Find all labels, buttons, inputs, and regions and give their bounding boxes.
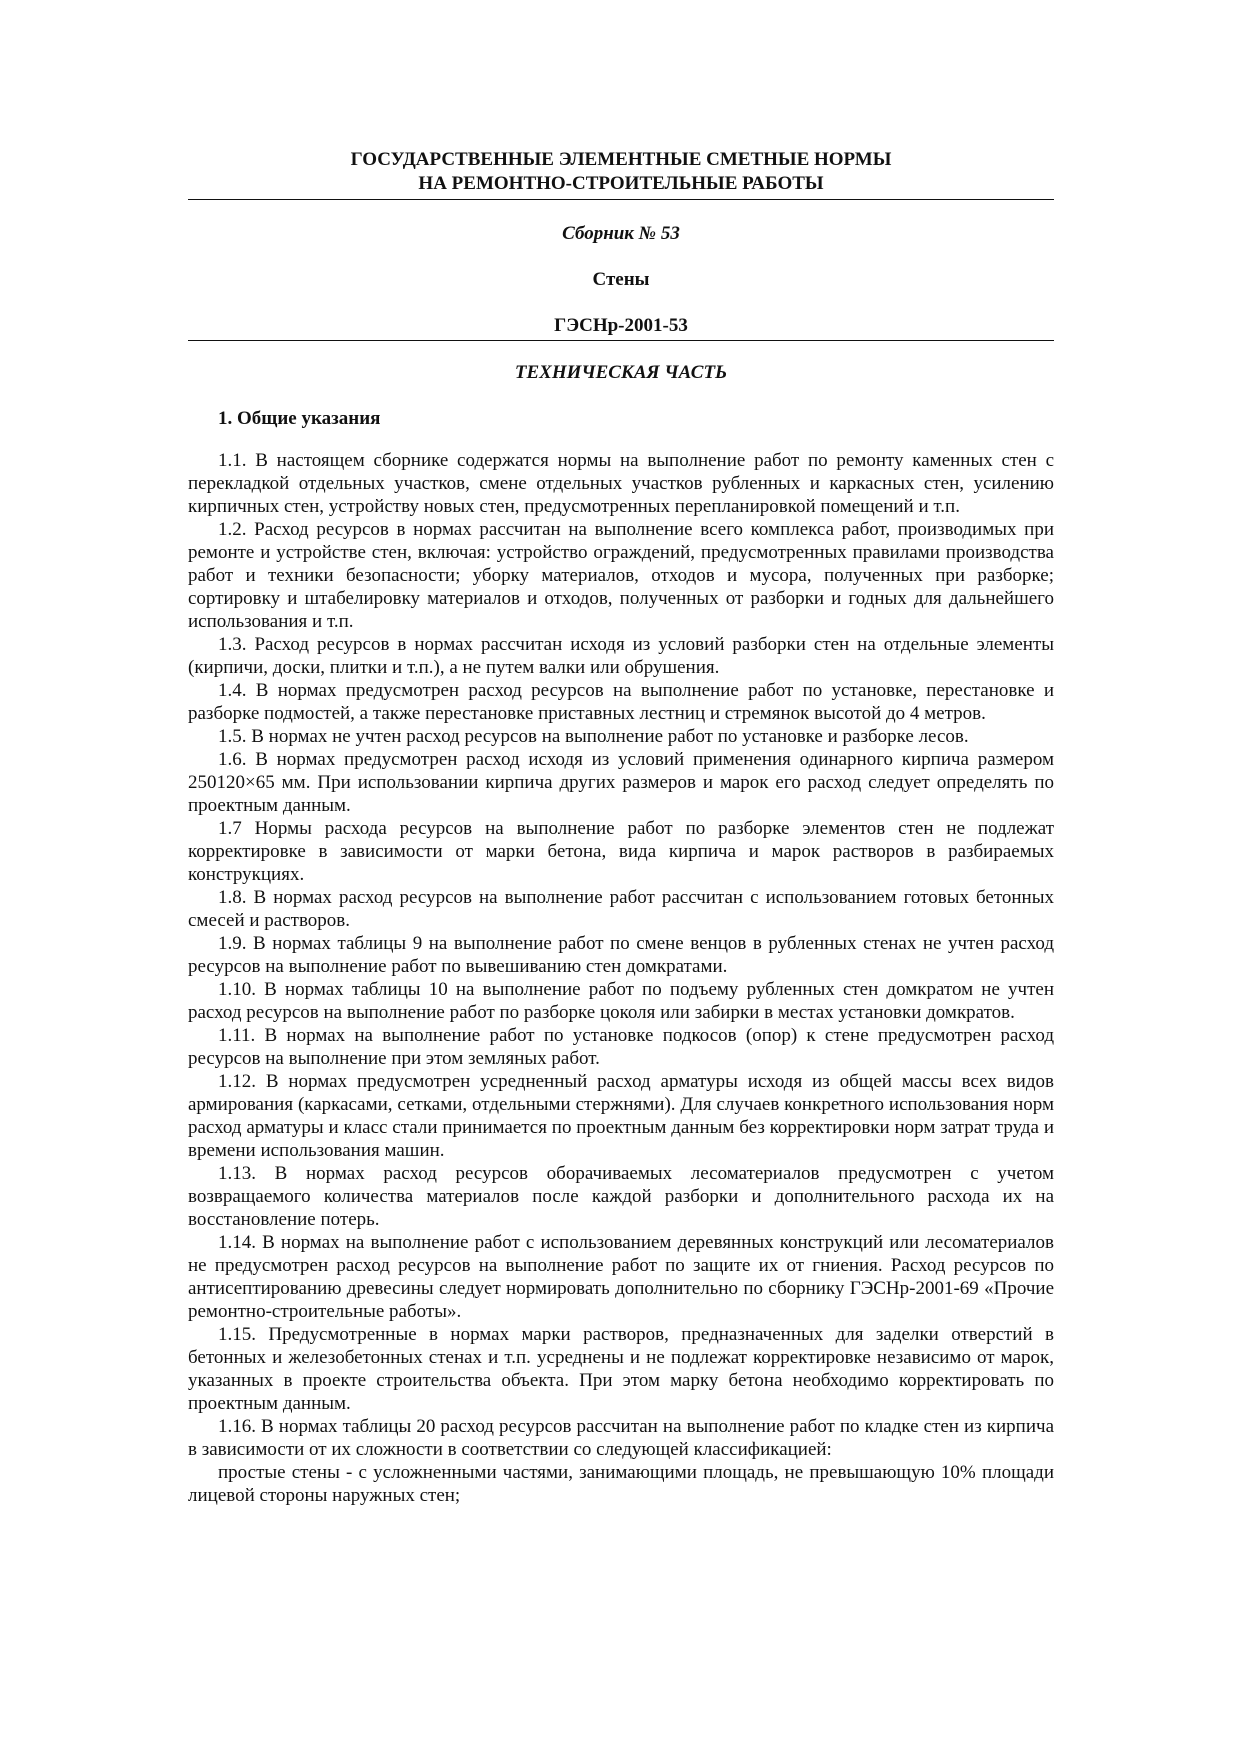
- document-title-line-1: ГОСУДАРСТВЕННЫЕ ЭЛЕМЕНТНЫЕ СМЕТНЫЕ НОРМЫ: [350, 149, 892, 170]
- paragraph-1-10: 1.10. В нормах таблицы 10 на выполнение работ по подъему рубленных стен домкратом не учтен расход ресурсов на выполнение работ по разборке цоколя или забирки в местах установки домкратов.: [188, 979, 1054, 1023]
- code-rule: [188, 340, 1054, 341]
- paragraph-1-7: 1.7 Нормы расхода ресурсов на выполнение работ по разборке элементов стен не подлежат корректировке в зависимости от марки бетона, вида кирпича и марок растворов в разбираемых конструкциях.: [188, 818, 1054, 885]
- paragraph-1-5: 1.5. В нормах не учтен расход ресурсов на выполнение работ по установке и разборке лесов.: [218, 726, 969, 747]
- paragraph-1-16: 1.16. В нормах таблицы 20 расход ресурсов рассчитан на выполнение работ по кладке стен из кирпича в зависимости от их сложности в соответствии со следующей классификацией:: [188, 1416, 1054, 1460]
- document-page: [188, 148, 1054, 1507]
- paragraph-1-12: 1.12. В нормах предусмотрен усредненный расход арматуры исходя из общей массы всех видов армирования (каркасами, сетками, отдельными стержнями). Для случаев конкретного использования норм расход арматуры и класс стали принимается по проектным данным без корректировки норм затрат труда и времени использования машин.: [188, 1071, 1054, 1161]
- paragraph-1-11: 1.11. В нормах на выполнение работ по установке подкосов (опор) к стене предусмотрен расход ресурсов на выполнение при этом земляных работ.: [188, 1025, 1054, 1069]
- paragraph-simple-walls: простые стены - с усложненными частями, занимающими площадь, не превышающую 10% площади лицевой стороны наружных стен;: [188, 1462, 1054, 1506]
- collection-code: ГЭСНр-2001-53: [554, 315, 688, 336]
- paragraph-1-15: 1.15. Предусмотренные в нормах марки растворов, предназначенных для заделки отверстий в бетонных и железобетонных стенах и т.п. усреднены и не подлежат корректировке независимо от марок, указанных в проекте строительства объекта. При этом марку бетона необходимо корректировать по проектным данным.: [188, 1324, 1054, 1414]
- paragraph-1-9: 1.9. В нормах таблицы 9 на выполнение работ по смене венцов в рубленных стенах не учтен расход ресурсов на выполнение работ по вывешиванию стен домкратами.: [188, 933, 1054, 977]
- section-body: [188, 449, 1054, 1507]
- collection-number: Сборник № 53: [562, 223, 680, 244]
- paragraph-1-1: 1.1. В настоящем сборнике содержатся нормы на выполнение работ по ремонту каменных стен с перекладкой отдельных участков, смене отдельных участков рубленных и каркасных стен, усилению кирпичных стен, устройству новых стен, предусмотренных перепланировкой помещений и т.п.: [188, 450, 1054, 517]
- paragraph-1-2: 1.2. Расход ресурсов в нормах рассчитан на выполнение всего комплекса работ, производимых при ремонте и устройстве стен, включая: устройство ограждений, предусмотренных правилами производства работ и техники безопасности; уборку материалов, отходов и мусора, полученных при разборке; сортировку и штабелировку материалов и отходов, полученных от разборки и годных для дальнейшего использования и т.п.: [188, 519, 1054, 632]
- paragraph-1-3: 1.3. Расход ресурсов в нормах рассчитан исходя из условий разборки стен на отдельные элементы (кирпичи, доски, плитки и т.п.), а не путем валки или обрушения.: [188, 634, 1054, 678]
- paragraph-1-6: 1.6. В нормах предусмотрен расход исходя из условий применения одинарного кирпича размером 250120×65 мм. При использовании кирпича других размеров и марок его расход следует определять по проектным данным.: [188, 749, 1054, 816]
- section-heading: 1. Общие указания: [218, 408, 381, 429]
- paragraph-1-4: 1.4. В нормах предусмотрен расход ресурсов на выполнение работ по установке, перестановке и разборке подмостей, а также перестановке приставных лестниц и стремянок высотой до 4 метров.: [188, 680, 1054, 724]
- paragraph-1-13: 1.13. В нормах расход ресурсов оборачиваемых лесоматериалов предусмотрен с учетом возвращаемого количества материалов после каждой разборки и дополнительного расхода их на восстановление потерь.: [188, 1163, 1054, 1230]
- header-rule: [188, 199, 1054, 200]
- part-title: ТЕХНИЧЕСКАЯ ЧАСТЬ: [514, 362, 728, 383]
- paragraph-1-8: 1.8. В нормах расход ресурсов на выполнение работ рассчитан с использованием готовых бетонных смесей и растворов.: [188, 887, 1054, 931]
- paragraph-1-14: 1.14. В нормах на выполнение работ с использованием деревянных конструкций или лесоматериалов не предусмотрен расход ресурсов на выполнение работ по защите их от гниения. Расход ресурсов по антисептированию древесины следует нормировать дополнительно по сборнику ГЭСНр-2001-69 «Прочие ремонтно-строительные работы».: [188, 1232, 1054, 1322]
- document-title-line-2: НА РЕМОНТНО-СТРОИТЕЛЬНЫЕ РАБОТЫ: [418, 173, 824, 194]
- collection-name: Стены: [592, 269, 650, 290]
